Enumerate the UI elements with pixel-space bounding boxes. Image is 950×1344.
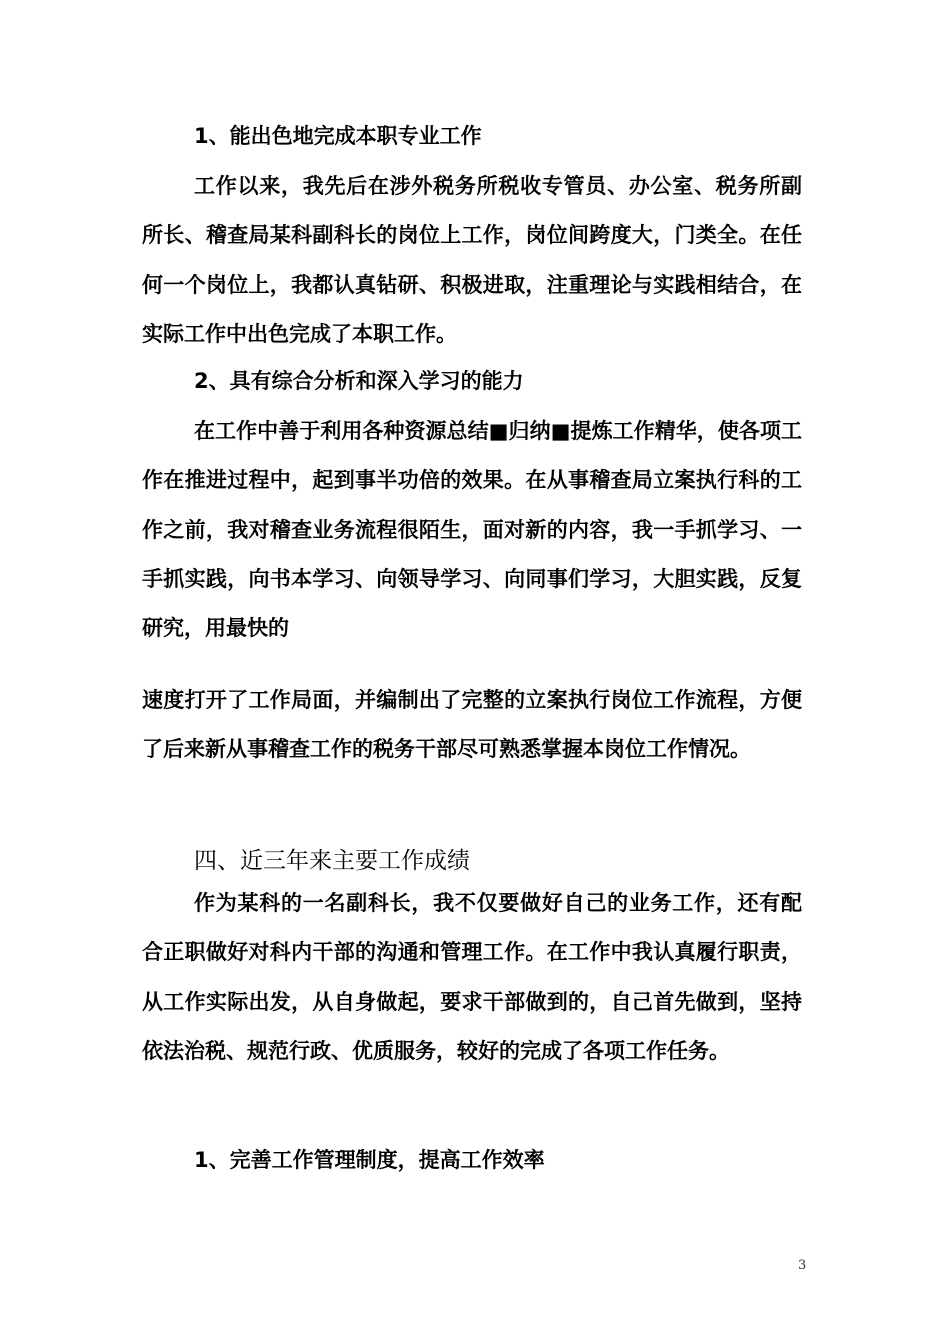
page-number: 3 [798, 1258, 807, 1273]
subheading-2-analysis-ability: 2、具有综合分析和深入学习的能力 [194, 369, 524, 393]
section-heading-four: 四、近三年来主要工作成绩 [194, 848, 470, 874]
paragraph-continuation: 速度打开了工作局面，并编制出了完整的立案执行岗位工作流程，方便了后来新从事稽查工作的税务干部尽可熟悉掌握本岗位工作情况。 [142, 688, 802, 762]
subheading-1-management-system: 1、完善工作管理制度，提高工作效率 [194, 1148, 545, 1172]
paragraph-deputy-chief-duties: 作为某科的一名副科长，我不仅要做好自己的业务工作，还有配合正职做好对科内干部的沟通和管理工作。在工作中我认真履行职责，从工作实际出发，从自身做起，要求干部做到的，自己首先做到，坚持依法治税、规范行政、优质服务，较好的完成了各项工作任务。 [142, 891, 802, 1063]
subheading-1-professional-work: 1、能出色地完成本职专业工作 [194, 124, 482, 148]
paragraph-work-history: 工作以来，我先后在涉外税务所税收专管员、办公室、税务所副所长、稽查局某科副科长的岗位上工作，岗位间跨度大，门类全。在任何一个岗位上，我都认真钻研、积极进取，注重理论与实践相结合，在实际工作中出色完成了本职工作。 [142, 174, 802, 346]
paragraph-learning-ability: 在工作中善于利用各种资源总结■归纳■提炼工作精华，使各项工作在推进过程中，起到事半功倍的效果。在从事稽查局立案执行科的工作之前，我对稽查业务流程很陌生，面对新的内容，我一手抓学习、一手抓实践，向书本学习、向领导学习、向同事们学习，大胆实践，反复研究，用最快的 [142, 419, 802, 641]
